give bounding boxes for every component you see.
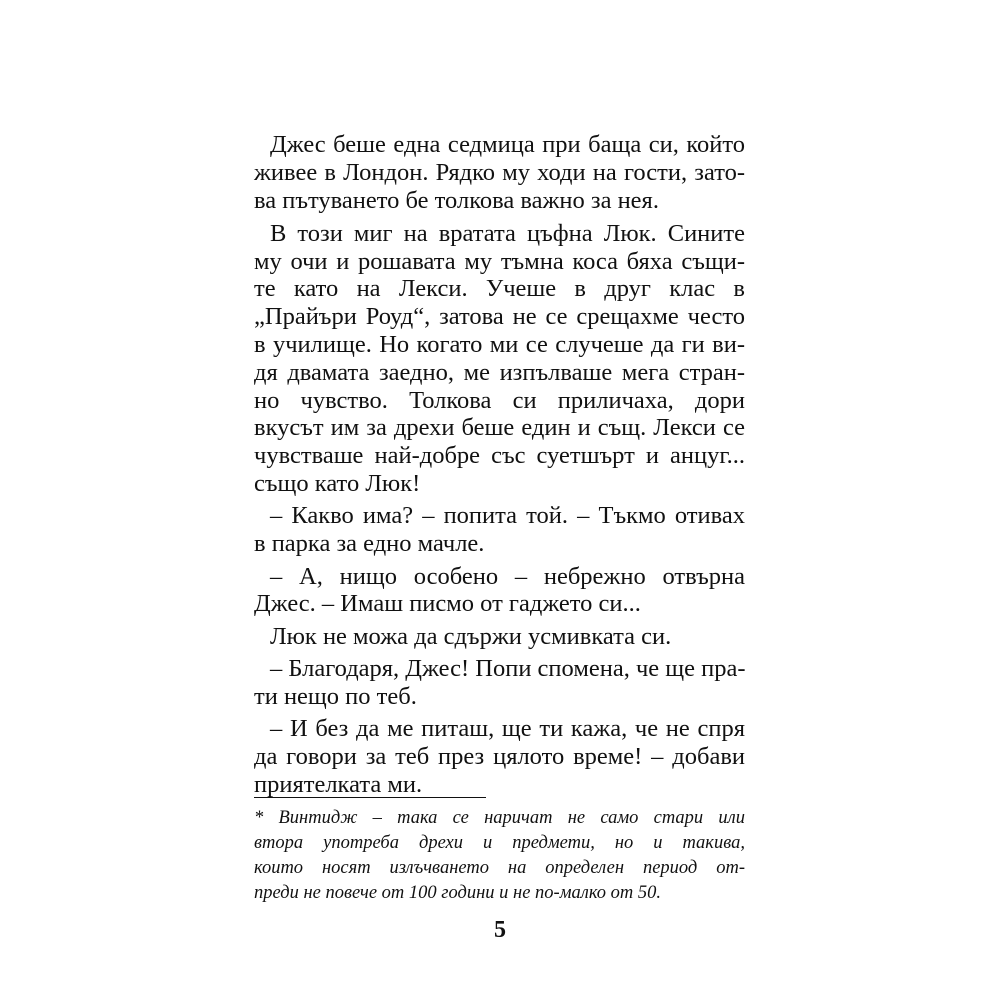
body-line-20: ти нещо по теб. — [254, 683, 417, 710]
footnote-line-4: преди не повече от 100 години и не по-малко от 50. — [254, 883, 662, 903]
body-line-17: Джес. – Имаш писмо от гаджето си... — [254, 590, 641, 617]
body-line-16: – А, нищо особено – небрежно отвърна — [270, 563, 745, 590]
body-line-13: също като Люк! — [254, 470, 421, 497]
body-line-12: чувстваше най-добре със суетшърт и анцуг... — [254, 442, 745, 469]
body-line-23: приятелката ми. — [254, 771, 423, 798]
body-line-14: – Какво има? – попита той. – Тъкмо отивах — [270, 502, 745, 529]
body-line-10: но чувство. Толкова си приличаха, дори — [254, 387, 745, 414]
body-line-22: да говори за теб през цялото време! – добави — [254, 743, 745, 770]
body-line-3: ва пътуването бе толкова важно за нея. — [254, 187, 659, 214]
body-line-5: му очи и рошавата му тъмна коса бяха същи- — [254, 248, 745, 275]
body-line-15: в парка за едно мачле. — [254, 530, 485, 557]
page-number: 5 — [494, 917, 506, 943]
body-line-19: – Благодаря, Джес! Попи спомена, че ще пра- — [270, 655, 746, 682]
body-line-4: В този миг на вратата цъфна Люк. Сините — [270, 220, 745, 247]
footnote-line-2: втора употреба дрехи и предмети, но и такива, — [254, 833, 745, 853]
body-line-21: – И без да ме питаш, ще ти кажа, че не спря — [270, 715, 745, 742]
footnote-line-1: * Винтидж – така се наричат не само стари или — [254, 808, 745, 828]
body-line-18: Люк не можа да сдържи усмивката си. — [270, 623, 672, 650]
body-line-1: Джес беше една седмица при баща си, който — [270, 131, 745, 158]
body-line-2: живее в Лондон. Рядко му ходи на гости, зато- — [254, 159, 745, 186]
footnote-separator — [254, 797, 486, 798]
body-line-6: те като на Лекси. Учеше в друг клас в — [254, 275, 745, 302]
body-line-9: дя двамата заедно, ме изпълваше мега стран- — [254, 359, 745, 386]
footnote-line-3: които носят излъчването на определен период от- — [254, 858, 745, 878]
body-line-8: в училище. Но когато ми се случеше да ги ви- — [254, 331, 745, 358]
body-line-11: вкусът им за дрехи беше един и същ. Лекси се — [254, 414, 745, 441]
body-line-7: „Прайъри Роуд“, затова не се срещахме често — [254, 303, 745, 330]
